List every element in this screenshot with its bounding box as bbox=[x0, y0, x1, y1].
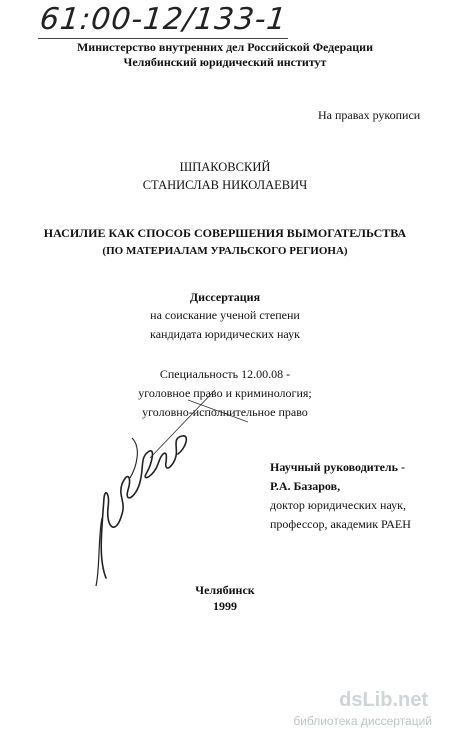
specialty-line-1: Специальность 12.00.08 - bbox=[159, 367, 291, 381]
dissertation-subtitle: (ПО МАТЕРИАЛАМ УРАЛЬСКОГО РЕГИОНА) bbox=[102, 245, 348, 257]
specialty-line-3: уголовно-исполнительное право bbox=[142, 405, 308, 419]
supervisor-name: Р.А. Базаров, bbox=[270, 479, 341, 493]
degree-line-1: на соискание ученой степени bbox=[150, 308, 300, 322]
supervisor-title: профессор, академик РАЕН bbox=[270, 517, 411, 531]
supervisor-label: Научный руководитель - bbox=[270, 460, 405, 474]
watermark-logo: dsLib.net bbox=[339, 689, 428, 711]
author-surname: ШПАКОВСКИЙ bbox=[179, 160, 271, 174]
author-given-names: СТАНИСЛАВ НИКОЛАЕВИЧ bbox=[142, 178, 308, 192]
supervisor-degree: доктор юридических наук, bbox=[270, 498, 406, 512]
degree-line-2: кандидата юридических наук bbox=[150, 327, 300, 341]
rights-note: На правах рукописи bbox=[318, 108, 421, 122]
specialty-line-2: уголовное право и криминология; bbox=[138, 386, 312, 400]
year: 1999 bbox=[213, 599, 237, 613]
ministry-line: Министерство внутренних дел Российской Федерации bbox=[76, 40, 373, 54]
archive-number: 61:00-12/133-1 bbox=[38, 2, 289, 37]
dissertation-title: НАСИЛИЕ КАК СПОСОБ СОВЕРШЕНИЯ ВЫМОГАТЕЛЬСТВА bbox=[43, 226, 407, 240]
dissertation-label: Диссертация bbox=[189, 290, 261, 304]
institute-line: Челябинский юридический институт bbox=[123, 55, 327, 69]
city: Челябинск bbox=[195, 583, 255, 597]
watermark-subtitle: библиотека диссертаций bbox=[293, 714, 432, 728]
signature-image bbox=[92, 418, 202, 588]
